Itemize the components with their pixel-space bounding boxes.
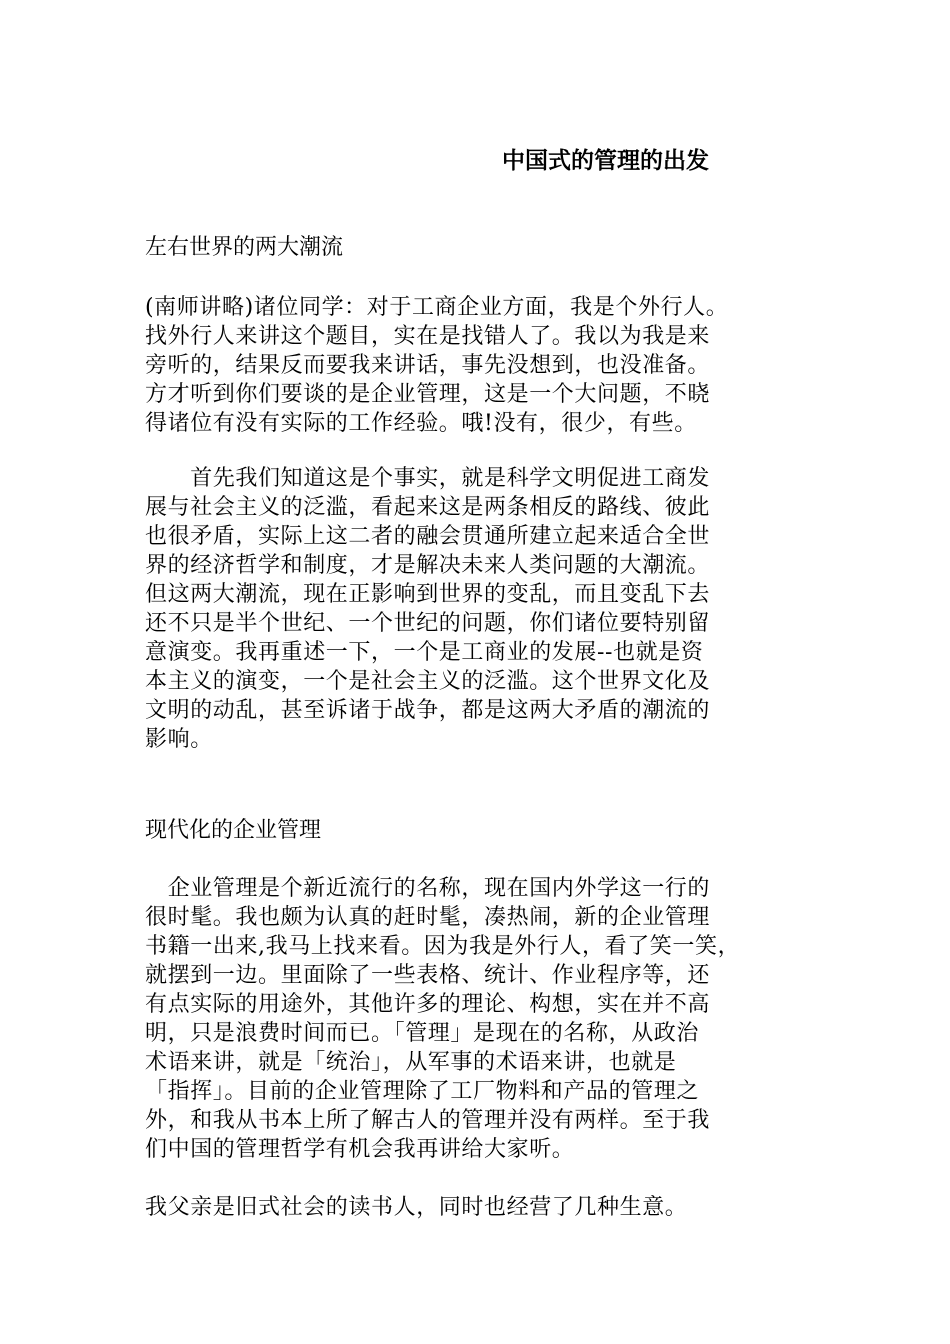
text-line: 有点实际的用途外，其他许多的理论、构想，实在并不高 <box>145 992 711 1017</box>
text-line: 明，只是浪费时间而已。「管理」是现在的名称，从政治 <box>145 1021 700 1046</box>
text-line: 旁听的，结果反而要我来讲话，事先没想到，也没准备。 <box>145 353 711 378</box>
section-heading-modern-management: 现代化的企业管理 <box>145 818 322 843</box>
text-line: (南师讲略)诸位同学：对于工商企业方面，我是个外行人。 <box>145 295 729 320</box>
paragraph-two-currents <box>145 464 825 754</box>
paragraph-father <box>145 1193 825 1222</box>
text-line: 影响。 <box>145 727 213 752</box>
text-line: 找外行人来讲这个题目，实在是找错人了。我以为我是来 <box>145 324 711 349</box>
text-line: 意演变。我再重述一下，一个是工商业的发展--也就是资 <box>145 640 704 665</box>
text-line: 们中国的管理哲学有机会我再讲给大家听。 <box>145 1137 575 1162</box>
text-line: 术语来讲，就是「统治」，从军事的术语来讲，也就是 <box>145 1050 677 1075</box>
text-line: 本主义的演变，一个是社会主义的泛滥。这个世界文化及 <box>145 669 711 694</box>
document-title: 中国式的管理的出发 <box>502 148 709 174</box>
paragraph-intro <box>145 293 825 438</box>
section-heading-two-currents: 左右世界的两大潮流 <box>145 235 344 260</box>
text-line: 首先我们知道这是个事实，就是科学文明促进工商发 <box>145 466 711 491</box>
text-line: 很时髦。我也颇为认真的赶时髦，凑热闹，新的企业管理 <box>145 905 711 930</box>
text-line: 就摆到一边。里面除了一些表格、统计、作业程序等，还 <box>145 963 711 988</box>
paragraph-modern-management <box>145 874 825 1164</box>
text-line: 界的经济哲学和制度，才是解决未来人类问题的大潮流。 <box>145 553 711 578</box>
text-line: 「指挥」。目前的企业管理除了工厂物料和产品的管理之 <box>145 1079 700 1104</box>
text-line: 文明的动乱，甚至诉诸于战争，都是这两大矛盾的潮流的 <box>145 698 711 723</box>
text-line: 我父亲是旧式社会的读书人，同时也经营了几种生意。 <box>145 1195 688 1220</box>
text-line: 外，和我从书本上所了解古人的管理并没有两样。至于我 <box>145 1108 711 1133</box>
text-line: 书籍一出来,我马上找来看。因为我是外行人，看了笑一笑， <box>145 934 741 959</box>
text-line: 还不只是半个世纪、一个世纪的问题，你们诸位要特别留 <box>145 611 711 636</box>
text-line: 展与社会主义的泛滥，看起来这是两条相反的路线、彼此 <box>145 495 711 520</box>
text-line: 但这两大潮流，现在正影响到世界的变乱，而且变乱下去 <box>145 582 711 607</box>
text-line: 企业管理是个新近流行的名称，现在国内外学这一行的 <box>145 876 711 901</box>
text-line: 方才听到你们要谈的是企业管理，这是一个大问题，不晓 <box>145 382 711 407</box>
text-line: 也很矛盾，实际上这二者的融会贯通所建立起来适合全世 <box>145 524 711 549</box>
text-line: 得诸位有没有实际的工作经验。哦!没有，很少，有些。 <box>145 411 697 436</box>
